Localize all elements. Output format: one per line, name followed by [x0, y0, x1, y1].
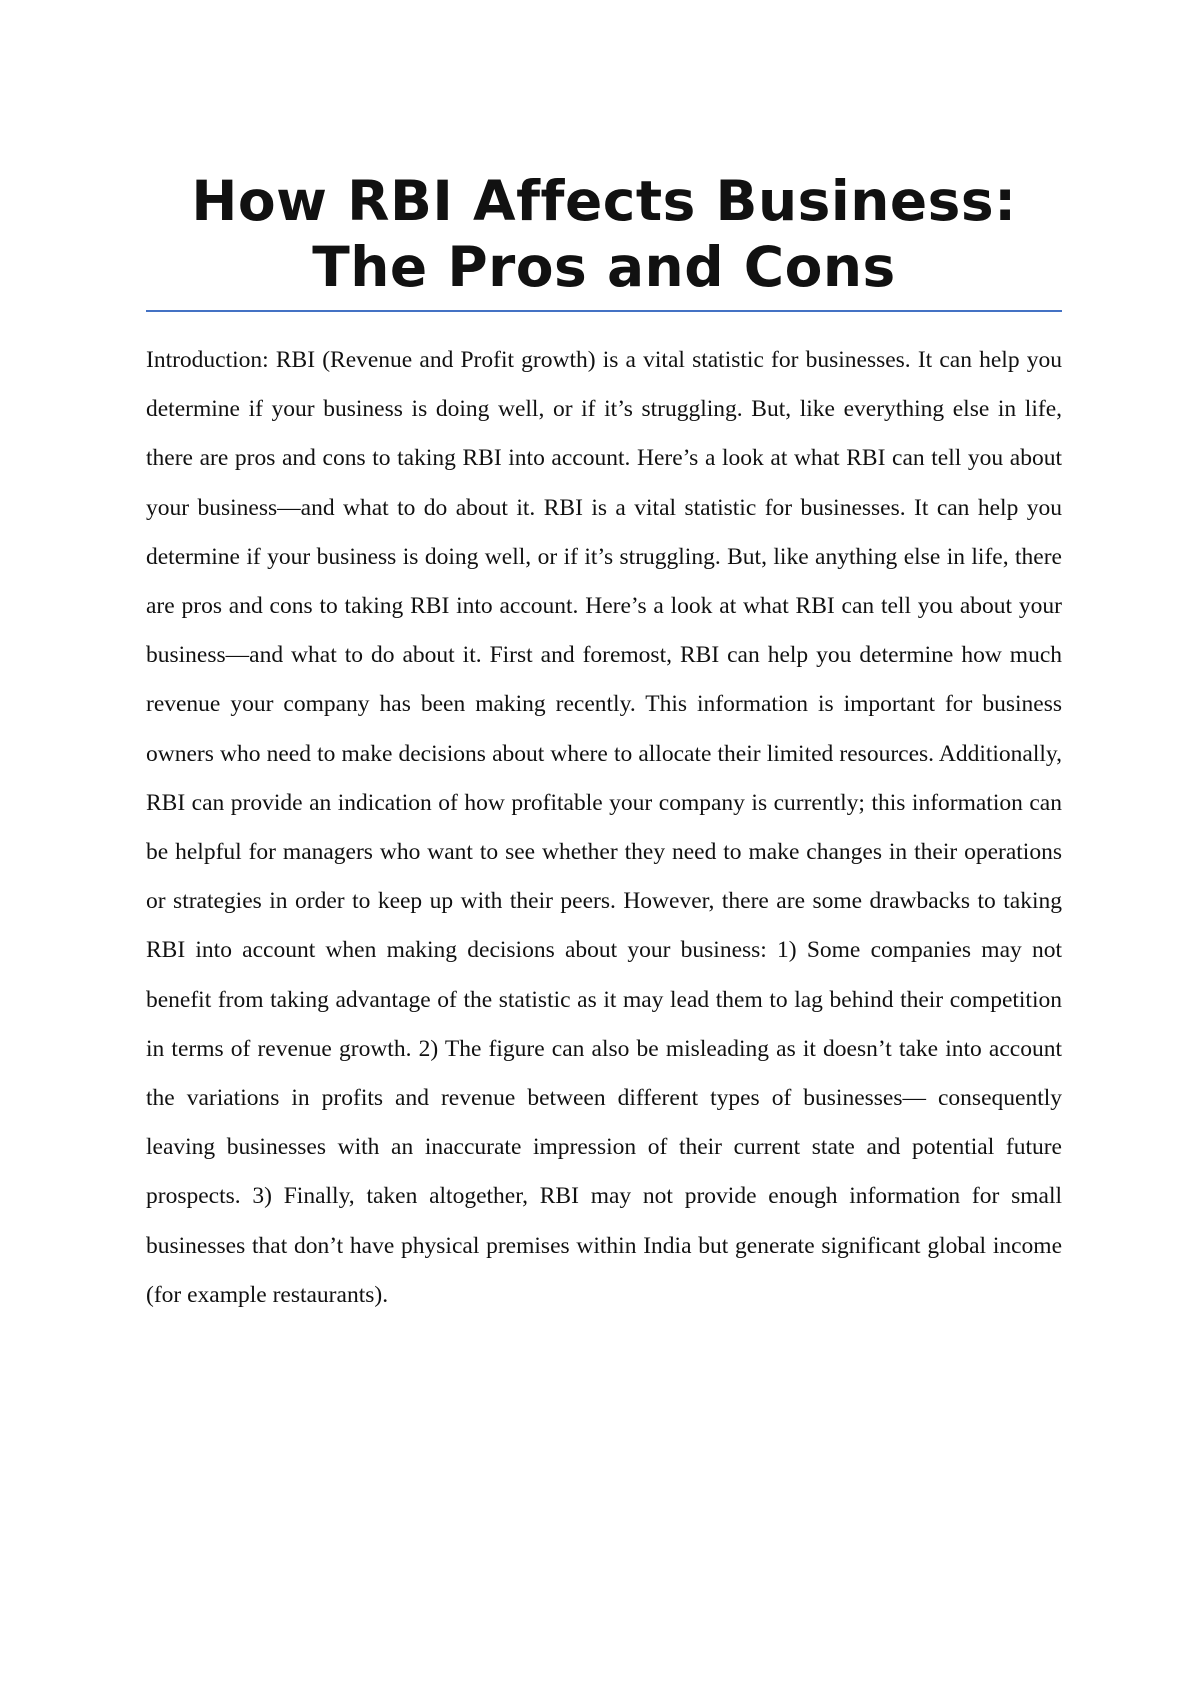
title-underline-rule — [146, 310, 1062, 312]
body-paragraph: Introduction: RBI (Revenue and Profit growth) is a vital statistic for businesses. It can help you determine if your business is doing well, or if it’s struggling. But, like everything else in life, there are pros and cons to taking RBI into account. Here’s a look at what RBI can tell you about your business—and what to do about it. RBI is a vital statistic for businesses. It can help you determine if your business is doing well, or if it’s struggling. But, like anything else in life, there are pros and cons to taking RBI into account. Here’s a look at what RBI can tell you about your business—and what to do about it. First and foremost, RBI can help you determine how much revenue your company has been making recently. This information is important for business owners who need to make decisions about where to allocate their limited resources. Additionally, RBI can provide an indication of how profitable your company is currently; this information can be helpful for managers who want to see whether they need to make changes in their operations or strategies in order to keep up with their peers. However, there are some drawbacks to taking RBI into account when making decisions about your business: 1) Some companies may not benefit from taking advantage of the statistic as it may lead them to lag behind their competition in terms of revenue growth. 2) The figure can also be misleading as it doesn’t take into account the variations in profits and revenue between different types of businesses— consequently leaving businesses with an inaccurate impression of their current state and potential future prospects. 3) Finally, taken altogether, RBI may not provide enough information for small businesses that don’t have physical premises within India but generate significant global income (for example restaurants). — [146, 347, 1062, 1308]
document-title-line-1: How RBI Affects Business: — [191, 169, 1017, 233]
document-title-line-2: The Pros and Cons — [312, 235, 896, 299]
document-title — [146, 168, 1062, 300]
